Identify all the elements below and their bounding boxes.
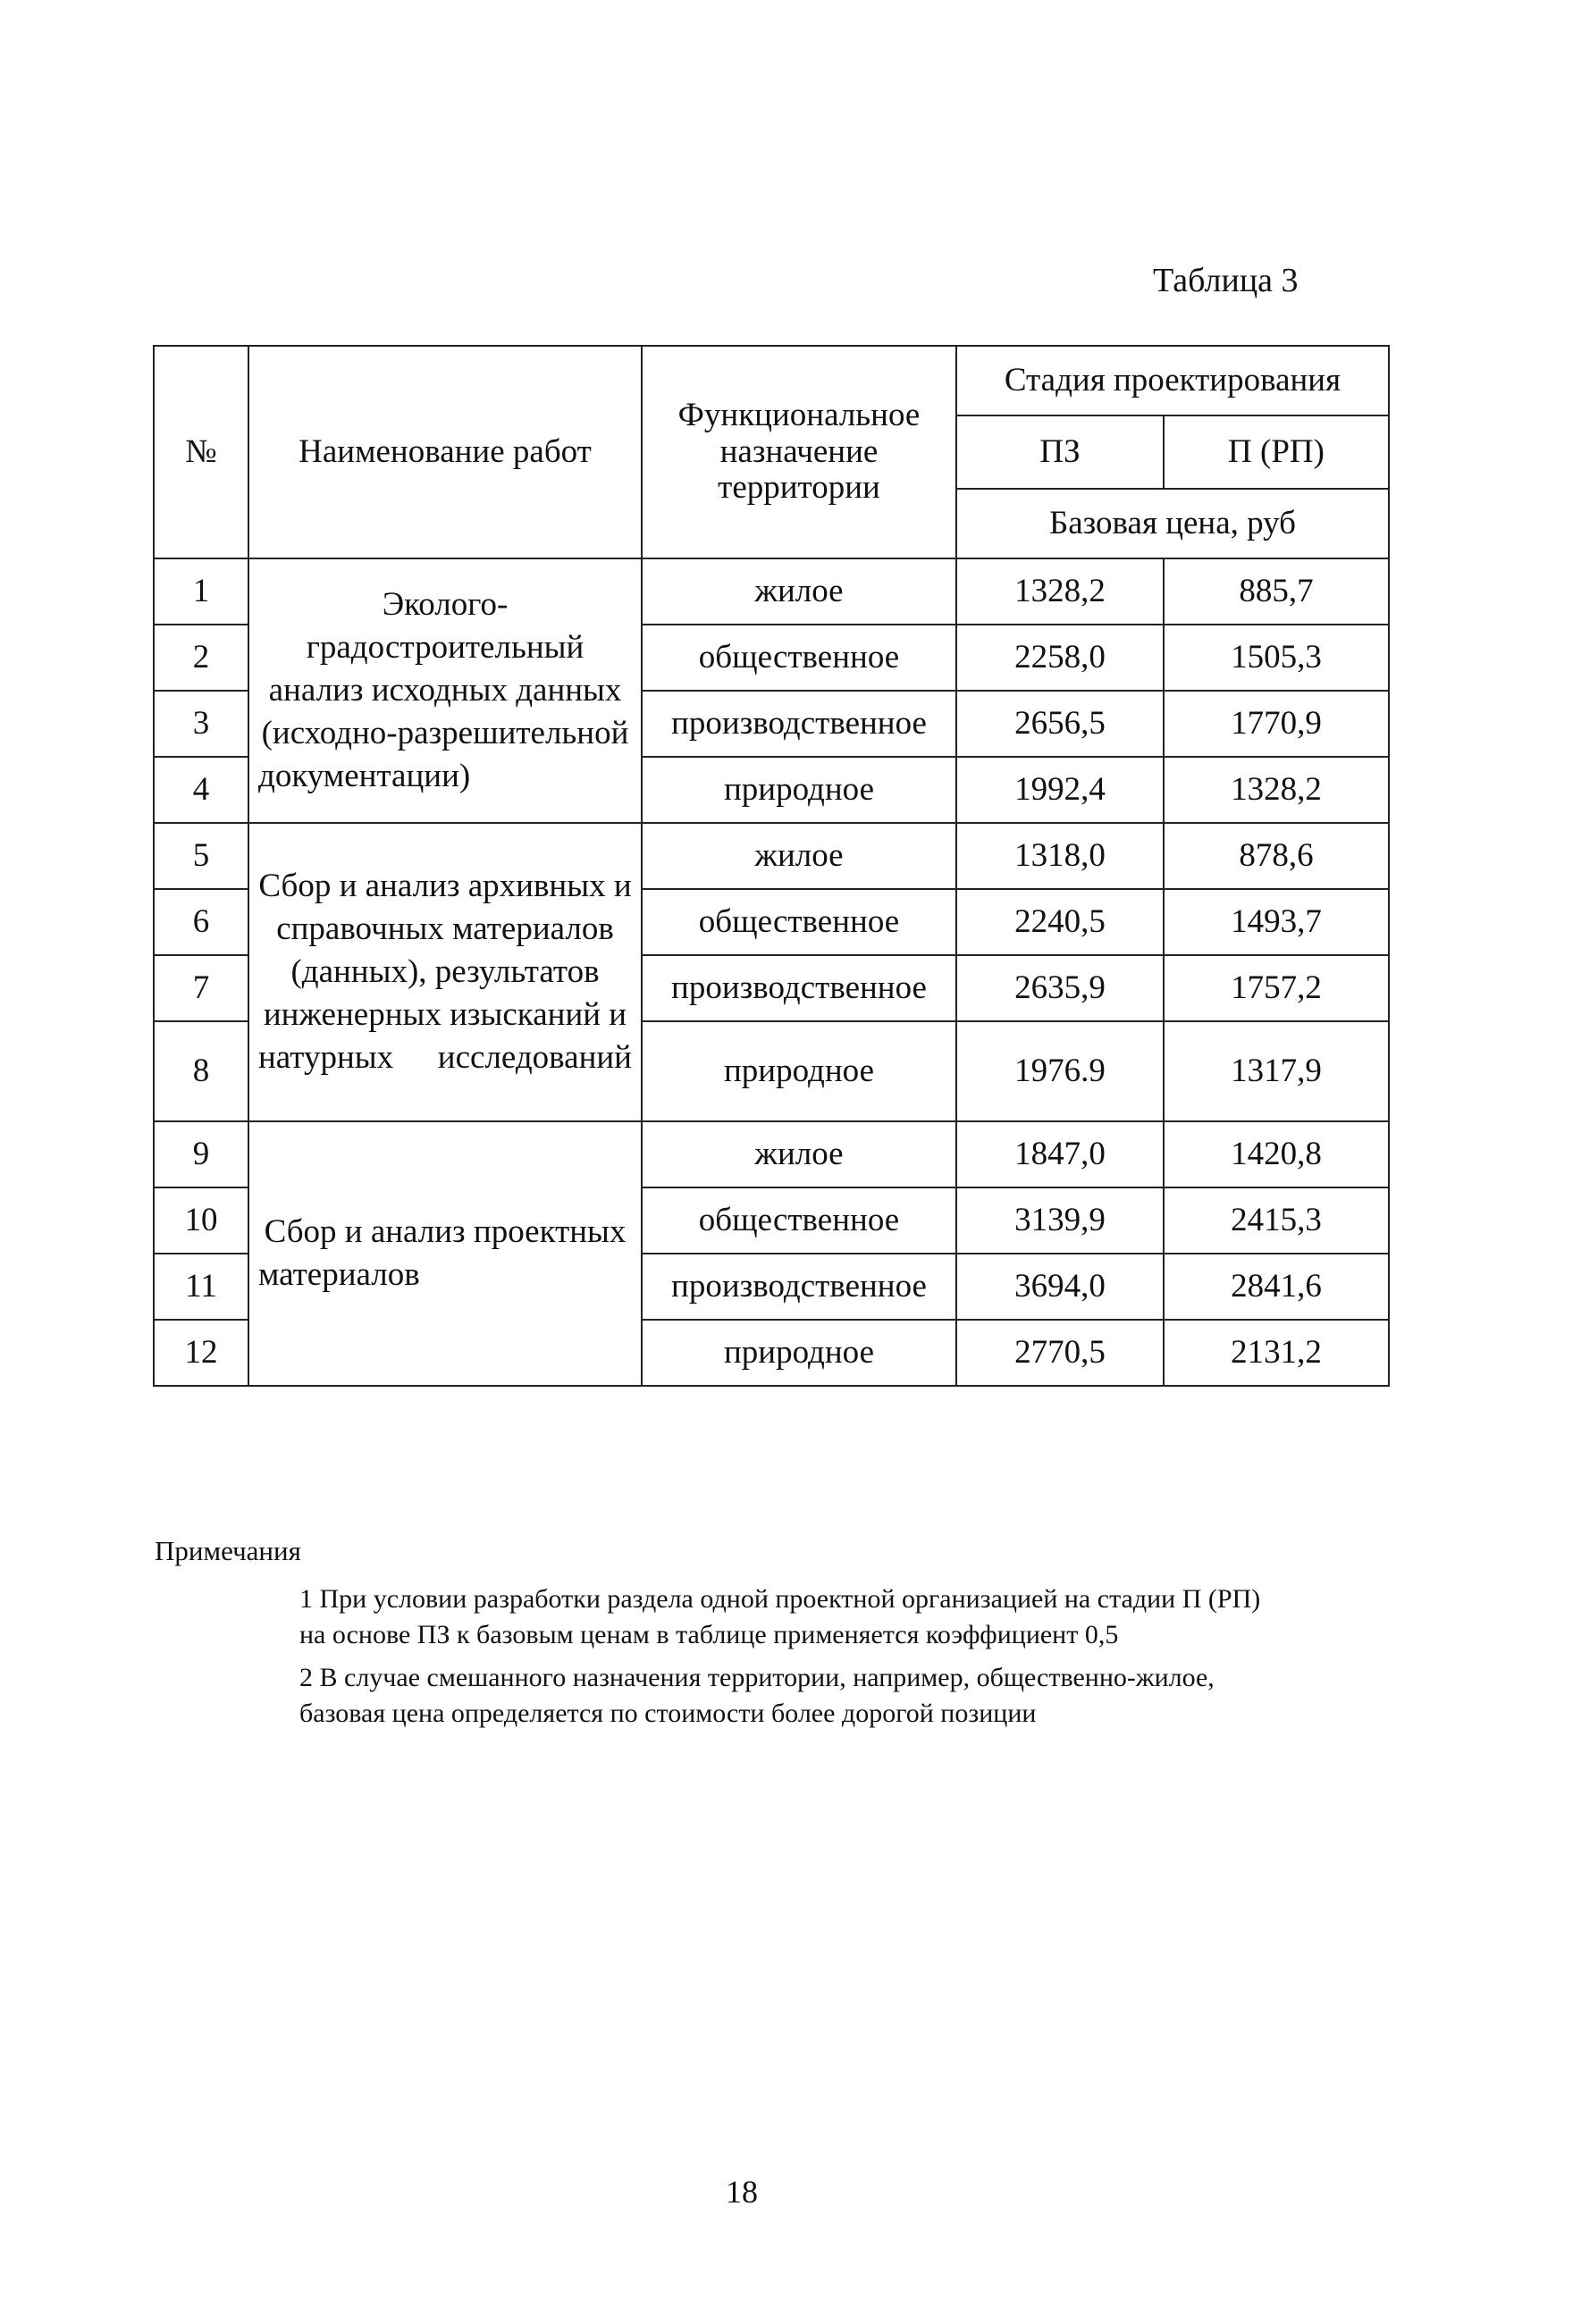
header-name: Наименование работ bbox=[248, 346, 642, 558]
row-number: 8 bbox=[154, 1021, 248, 1121]
prp-price-cell: 2841,6 bbox=[1164, 1254, 1389, 1320]
row-number: 3 bbox=[154, 691, 248, 757]
row-number: 11 bbox=[154, 1254, 248, 1320]
price-table bbox=[153, 345, 1390, 1387]
function-cell: общественное bbox=[642, 1187, 956, 1254]
pz-price-cell: 2258,0 bbox=[956, 625, 1164, 691]
pz-price-cell: 3694,0 bbox=[956, 1254, 1164, 1320]
prp-price-cell: 885,7 bbox=[1164, 558, 1389, 625]
function-cell: общественное bbox=[642, 889, 956, 955]
note-item: 1 При условии разработки раздела одной проектной организацией на стадии П (РП) на основе ПЗ к базовым ценам в таблице применяется коэффициент 0,5 bbox=[299, 1584, 1261, 1649]
prp-price-cell: 1420,8 bbox=[1164, 1121, 1389, 1187]
row-number: 10 bbox=[154, 1187, 248, 1254]
function-cell: жилое bbox=[642, 558, 956, 625]
table-row bbox=[154, 1121, 1389, 1187]
header-stage: Стадия проектирования bbox=[956, 346, 1389, 415]
function-cell: производственное bbox=[642, 691, 956, 757]
prp-price-cell: 2131,2 bbox=[1164, 1320, 1389, 1386]
table-row bbox=[154, 823, 1389, 889]
prp-price-cell: 1328,2 bbox=[1164, 757, 1389, 823]
pz-price-cell: 1318,0 bbox=[956, 823, 1164, 889]
prp-price-cell: 1317,9 bbox=[1164, 1021, 1389, 1121]
prp-price-cell: 878,6 bbox=[1164, 823, 1389, 889]
function-cell: жилое bbox=[642, 1121, 956, 1187]
note-item: 2 В случае смешанного назначения территории, например, общественно-жилое, базовая цена определяется по стоимости более дорогой позиции bbox=[299, 1663, 1215, 1728]
prp-price-cell: 2415,3 bbox=[1164, 1187, 1389, 1254]
row-number: 6 bbox=[154, 889, 248, 955]
header-func: Функциональное назначение территории bbox=[642, 346, 956, 558]
row-number: 7 bbox=[154, 955, 248, 1021]
pz-price-cell: 1992,4 bbox=[956, 757, 1164, 823]
page-number: 18 bbox=[726, 2174, 758, 2210]
prp-price-cell: 1493,7 bbox=[1164, 889, 1389, 955]
function-cell: производственное bbox=[642, 1254, 956, 1320]
pz-price-cell: 1847,0 bbox=[956, 1121, 1164, 1187]
function-cell: производственное bbox=[642, 955, 956, 1021]
work-name-cell: Сбор и анализ проектных материалов bbox=[248, 1121, 642, 1386]
notes-list bbox=[299, 1581, 1269, 1739]
function-cell: общественное bbox=[642, 625, 956, 691]
work-name-cell: Сбор и анализ архивных и справочных материалов (данных), результатов инженерных изысканий и натурных исследований bbox=[248, 823, 642, 1121]
pz-price-cell: 1976.9 bbox=[956, 1021, 1164, 1121]
table-caption: Таблица 3 bbox=[1153, 262, 1299, 299]
pz-price-cell: 1328,2 bbox=[956, 558, 1164, 625]
prp-price-cell: 1770,9 bbox=[1164, 691, 1389, 757]
work-name-cell: Эколого-градостроительный анализ исходных данных (исходно-разрешительной документации) bbox=[248, 558, 642, 823]
row-number: 9 bbox=[154, 1121, 248, 1187]
row-number: 1 bbox=[154, 558, 248, 625]
function-cell: природное bbox=[642, 1320, 956, 1386]
header-price: Базовая цена, руб bbox=[956, 489, 1389, 558]
pz-price-cell: 2635,9 bbox=[956, 955, 1164, 1021]
pz-price-cell: 2770,5 bbox=[956, 1320, 1164, 1386]
pz-price-cell: 2656,5 bbox=[956, 691, 1164, 757]
pz-price-cell: 3139,9 bbox=[956, 1187, 1164, 1254]
header-prp: П (РП) bbox=[1164, 415, 1389, 489]
header-row bbox=[154, 346, 1389, 415]
prp-price-cell: 1505,3 bbox=[1164, 625, 1389, 691]
row-number: 4 bbox=[154, 757, 248, 823]
notes-title: Примечания bbox=[155, 1535, 301, 1566]
pz-price-cell: 2240,5 bbox=[956, 889, 1164, 955]
row-number: 2 bbox=[154, 625, 248, 691]
row-number: 5 bbox=[154, 823, 248, 889]
table-row bbox=[154, 558, 1389, 625]
row-number: 12 bbox=[154, 1320, 248, 1386]
function-cell: природное bbox=[642, 757, 956, 823]
prp-price-cell: 1757,2 bbox=[1164, 955, 1389, 1021]
header-num: № bbox=[154, 346, 248, 558]
header-pz: ПЗ bbox=[956, 415, 1164, 489]
function-cell: жилое bbox=[642, 823, 956, 889]
function-cell: природное bbox=[642, 1021, 956, 1121]
